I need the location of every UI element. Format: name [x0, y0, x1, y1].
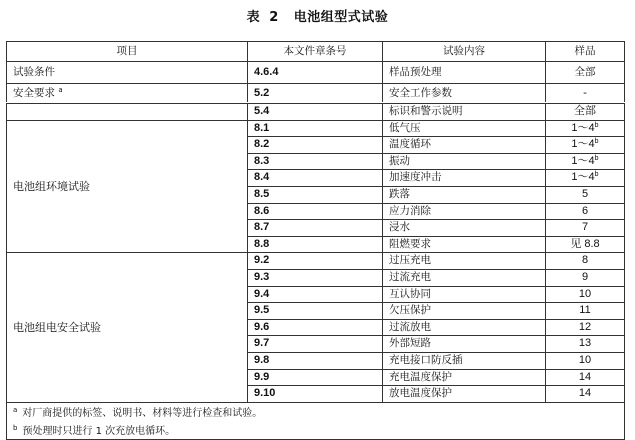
sample-cell	[546, 203, 625, 220]
clause-cell: 9.2	[248, 253, 383, 270]
clause-cell: 8.8	[248, 236, 383, 253]
sample-value: 1～4	[571, 138, 595, 151]
group-electrical-safety-tests: 电池组电安全试验	[7, 253, 248, 402]
header-sample: 样品	[546, 42, 625, 62]
footnote-mark: b	[594, 154, 599, 162]
sample-value: 1～4	[571, 171, 595, 184]
content-cell: 过流充电	[383, 269, 546, 286]
content-cell: 温度循环	[383, 137, 546, 154]
sample-cell	[546, 253, 625, 270]
sample-cell	[546, 153, 625, 170]
content-cell: 外部短路	[383, 336, 546, 353]
item-text: 安全要求	[13, 87, 55, 99]
clause-cell: 9.5	[248, 303, 383, 320]
footnote-row	[7, 421, 625, 440]
table-title-number: 2	[269, 10, 279, 25]
item-cell-empty	[7, 104, 248, 121]
footnote-mark: b	[13, 423, 18, 432]
table-row	[7, 104, 625, 121]
sample-value: 1～4	[571, 121, 595, 134]
sample-cell: -	[546, 84, 625, 103]
content-cell: 放电温度保护	[383, 386, 546, 403]
clause-cell: 4.6.4	[248, 62, 383, 84]
clause-cell: 9.6	[248, 319, 383, 336]
sample-cell	[546, 186, 625, 203]
clause-cell: 8.6	[248, 203, 383, 220]
clause-cell: 5.4	[248, 104, 383, 121]
sample-cell	[546, 336, 625, 353]
sample-cell	[546, 352, 625, 369]
sample-value: 14	[578, 387, 592, 400]
sample-cell	[546, 319, 625, 336]
table-row	[7, 62, 625, 84]
clause-cell: 9.9	[248, 369, 383, 386]
content-cell: 浸水	[383, 220, 546, 237]
table-row	[7, 253, 625, 270]
table-row	[7, 84, 625, 103]
clause-cell: 8.3	[248, 153, 383, 170]
sample-cell	[546, 137, 625, 154]
sample-cell	[546, 369, 625, 386]
clause-cell: 8.4	[248, 170, 383, 187]
header-content: 试验内容	[383, 42, 546, 62]
table-title-prefix: 表	[246, 10, 261, 25]
content-cell: 互认协同	[383, 286, 546, 303]
clause-cell: 8.1	[248, 120, 383, 137]
sample-cell	[546, 269, 625, 286]
content-cell: 安全工作参数	[383, 84, 546, 103]
sample-value: 10	[578, 287, 592, 300]
clause-cell: 8.5	[248, 186, 383, 203]
type-test-table-top	[6, 41, 625, 102]
header-item: 项目	[7, 42, 248, 62]
sample-cell	[546, 386, 625, 403]
table-row	[7, 120, 625, 137]
clause-cell: 9.10	[248, 386, 383, 403]
clause-cell: 9.4	[248, 286, 383, 303]
sample-value: 11	[579, 304, 591, 317]
sample-value: 见 8.8	[570, 237, 600, 250]
content-cell: 加速度冲击	[383, 170, 546, 187]
sample-cell	[546, 104, 625, 121]
footnote-mark: a	[58, 86, 63, 94]
sample-value: 5	[581, 187, 589, 200]
sample-cell	[546, 236, 625, 253]
content-cell: 充电接口防反插	[383, 352, 546, 369]
sample-cell	[546, 220, 625, 237]
footnote	[7, 421, 625, 440]
clause-cell: 9.8	[248, 352, 383, 369]
content-cell: 振动	[383, 153, 546, 170]
content-cell: 过压充电	[383, 253, 546, 270]
footnote-text: 预处理时只进行 1 次充放电循环。	[22, 425, 176, 437]
clause-cell: 9.3	[248, 269, 383, 286]
sample-cell	[546, 303, 625, 320]
footnote-mark: b	[594, 138, 599, 146]
sample-value: 6	[581, 204, 589, 217]
table-title	[0, 6, 635, 25]
content-cell: 欠压保护	[383, 303, 546, 320]
content-cell: 应力消除	[383, 203, 546, 220]
footnote-mark: b	[594, 121, 599, 129]
content-cell: 标识和警示说明	[383, 104, 546, 121]
footnote-text: 对厂商提供的标签、说明书、材料等进行检查和试验。	[22, 407, 263, 419]
footnote-row	[7, 402, 625, 421]
content-cell: 过流放电	[383, 319, 546, 336]
sample-value: 7	[581, 221, 589, 234]
sample-cell	[546, 286, 625, 303]
sample-value: 14	[578, 370, 592, 383]
type-test-table-bottom	[6, 103, 625, 440]
sample-value: 1～4	[571, 154, 595, 167]
content-cell: 阻燃要求	[383, 236, 546, 253]
content-cell: 跌落	[383, 186, 546, 203]
table-title-text: 电池组型式试验	[293, 10, 389, 25]
sample-cell	[546, 170, 625, 187]
sample-value: 9	[581, 270, 589, 283]
sample-cell	[546, 120, 625, 137]
clause-cell: 9.7	[248, 336, 383, 353]
item-cell: 试验条件	[7, 62, 248, 84]
header-row	[7, 42, 625, 62]
sample-cell: 全部	[546, 62, 625, 84]
sample-value: 8	[581, 254, 589, 267]
content-cell: 充电温度保护	[383, 369, 546, 386]
sample-value: 12	[578, 320, 592, 333]
footnote-mark: b	[594, 171, 599, 179]
footnote-mark: a	[13, 405, 18, 414]
sample-value: 10	[578, 353, 592, 366]
group-environment-tests: 电池组环境试验	[7, 120, 248, 253]
header-clause: 本文件章条号	[248, 42, 383, 62]
sample-value: 13	[578, 337, 592, 350]
clause-cell: 5.2	[248, 84, 383, 103]
footnote	[7, 402, 625, 421]
sample-value: 全部	[574, 105, 596, 117]
clause-cell: 8.7	[248, 220, 383, 237]
content-cell: 样品预处理	[383, 62, 546, 84]
clause-cell: 8.2	[248, 137, 383, 154]
item-cell	[7, 84, 248, 103]
content-cell: 低气压	[383, 120, 546, 137]
